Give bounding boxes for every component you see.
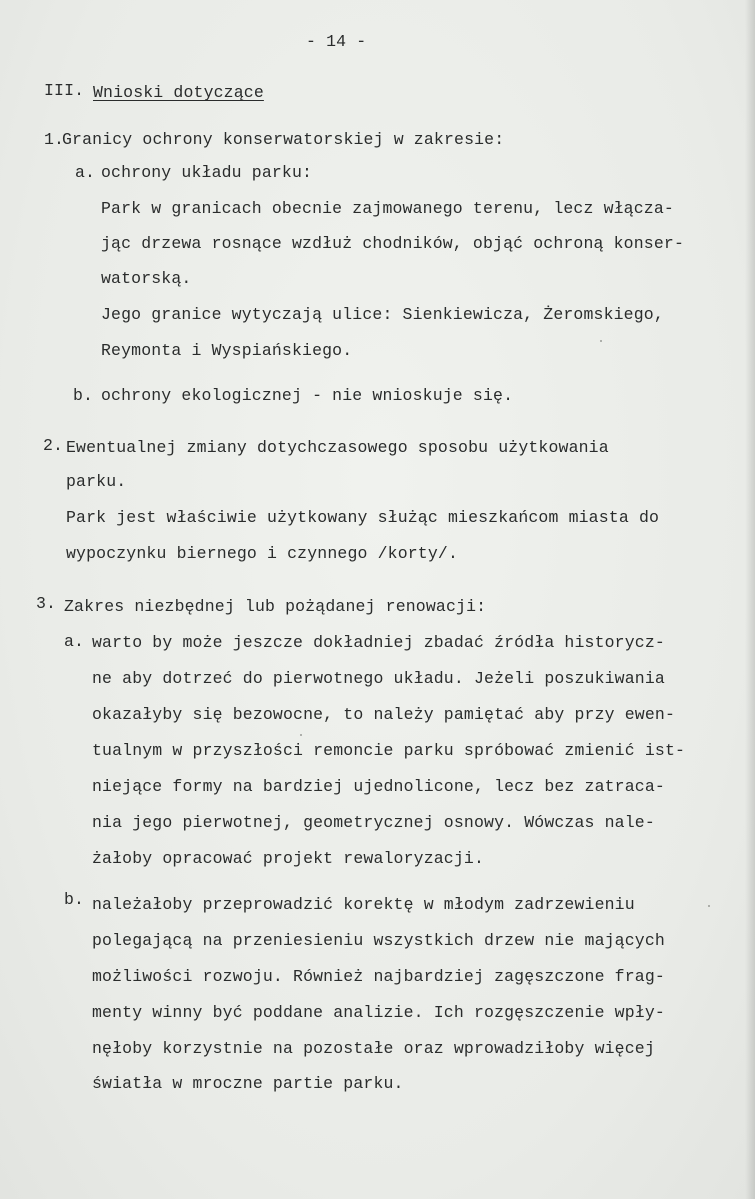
item-3a-line-3: tualnym w przyszłości remoncie parku spróbować zmienić ist- <box>92 741 686 760</box>
item-3b-line-1: polegającą na przeniesieniu wszystkich drzew nie mających <box>92 931 665 950</box>
page-edge-shadow <box>745 0 755 1199</box>
item-1b-letter: b. <box>73 386 94 405</box>
item-1-number: 1. <box>44 130 65 149</box>
item-3-number: 3. <box>36 594 57 613</box>
item-1a-letter: a. <box>75 163 96 182</box>
page-number: - 14 - <box>306 32 367 51</box>
item-3a-line-6: żałoby opracować projekt rewaloryzacji. <box>92 849 485 868</box>
item-2-number: 2. <box>43 436 64 455</box>
item-1a-line-2: jąc drzewa rosnące wzdłuż chodników, objąć ochroną konser- <box>101 234 684 253</box>
item-1a-heading: ochrony układu parku: <box>101 163 313 182</box>
section-number: III. <box>44 81 85 100</box>
item-3b-heading: należałoby przeprowadzić korektę w młodym zadrzewieniu <box>92 895 635 914</box>
item-1a-line-1: Park w granicach obecnie zajmowanego terenu, lecz włącza- <box>101 199 674 218</box>
item-2-heading: Ewentualnej zmiany dotychczasowego sposobu użytkowania <box>66 438 609 457</box>
item-1a-line-3: watorską. <box>101 269 192 288</box>
item-3b-line-3: menty winny być poddane analizie. Ich rozgęszczenie wpły- <box>92 1003 665 1022</box>
scan-speck <box>600 340 602 342</box>
item-2-line-2: Park jest właściwie użytkowany służąc mieszkańcom miasta do <box>66 508 660 527</box>
item-3a-letter: a. <box>64 632 85 651</box>
section-title: Wnioski dotyczące <box>93 83 264 102</box>
item-1-heading: Granicy ochrony konserwatorskiej w zakresie: <box>62 130 505 149</box>
item-3b-line-5: światła w mroczne partie parku. <box>92 1074 404 1093</box>
item-2-line-1: parku. <box>66 472 127 491</box>
item-3b-line-4: nęłoby korzystnie na pozostałe oraz wprowadziłoby więcej <box>92 1039 655 1058</box>
item-3b-letter: b. <box>64 890 85 909</box>
item-3a-heading: warto by może jeszcze dokładniej zbadać źródła historycz- <box>92 633 665 652</box>
item-3a-line-4: niejące formy na bardziej ujednolicone, lecz bez zatraca- <box>92 777 665 796</box>
scan-speck <box>708 905 710 907</box>
item-3a-line-2: okazałyby się bezowocne, to należy pamiętać aby przy ewen- <box>92 705 675 724</box>
item-3a-line-1: ne aby dotrzeć do pierwotnego układu. Jeżeli poszukiwania <box>92 669 665 688</box>
item-3b-line-2: możliwości rozwoju. Również najbardziej zagęszczone frag- <box>92 967 665 986</box>
item-1a-line-5: Reymonta i Wyspiańskiego. <box>101 341 353 360</box>
item-3a-line-5: nia jego pierwotnej, geometrycznej osnowy. Wówczas nale- <box>92 813 655 832</box>
item-3-heading: Zakres niezbędnej lub pożądanej renowacji: <box>64 597 487 616</box>
item-2-line-3: wypoczynku biernego i czynnego /korty/. <box>66 544 459 563</box>
item-1a-line-4: Jego granice wytyczają ulice: Sienkiewicza, Żeromskiego, <box>101 305 664 324</box>
scan-speck <box>300 734 302 736</box>
item-1b-heading: ochrony ekologicznej - nie wnioskuje się. <box>101 386 514 405</box>
